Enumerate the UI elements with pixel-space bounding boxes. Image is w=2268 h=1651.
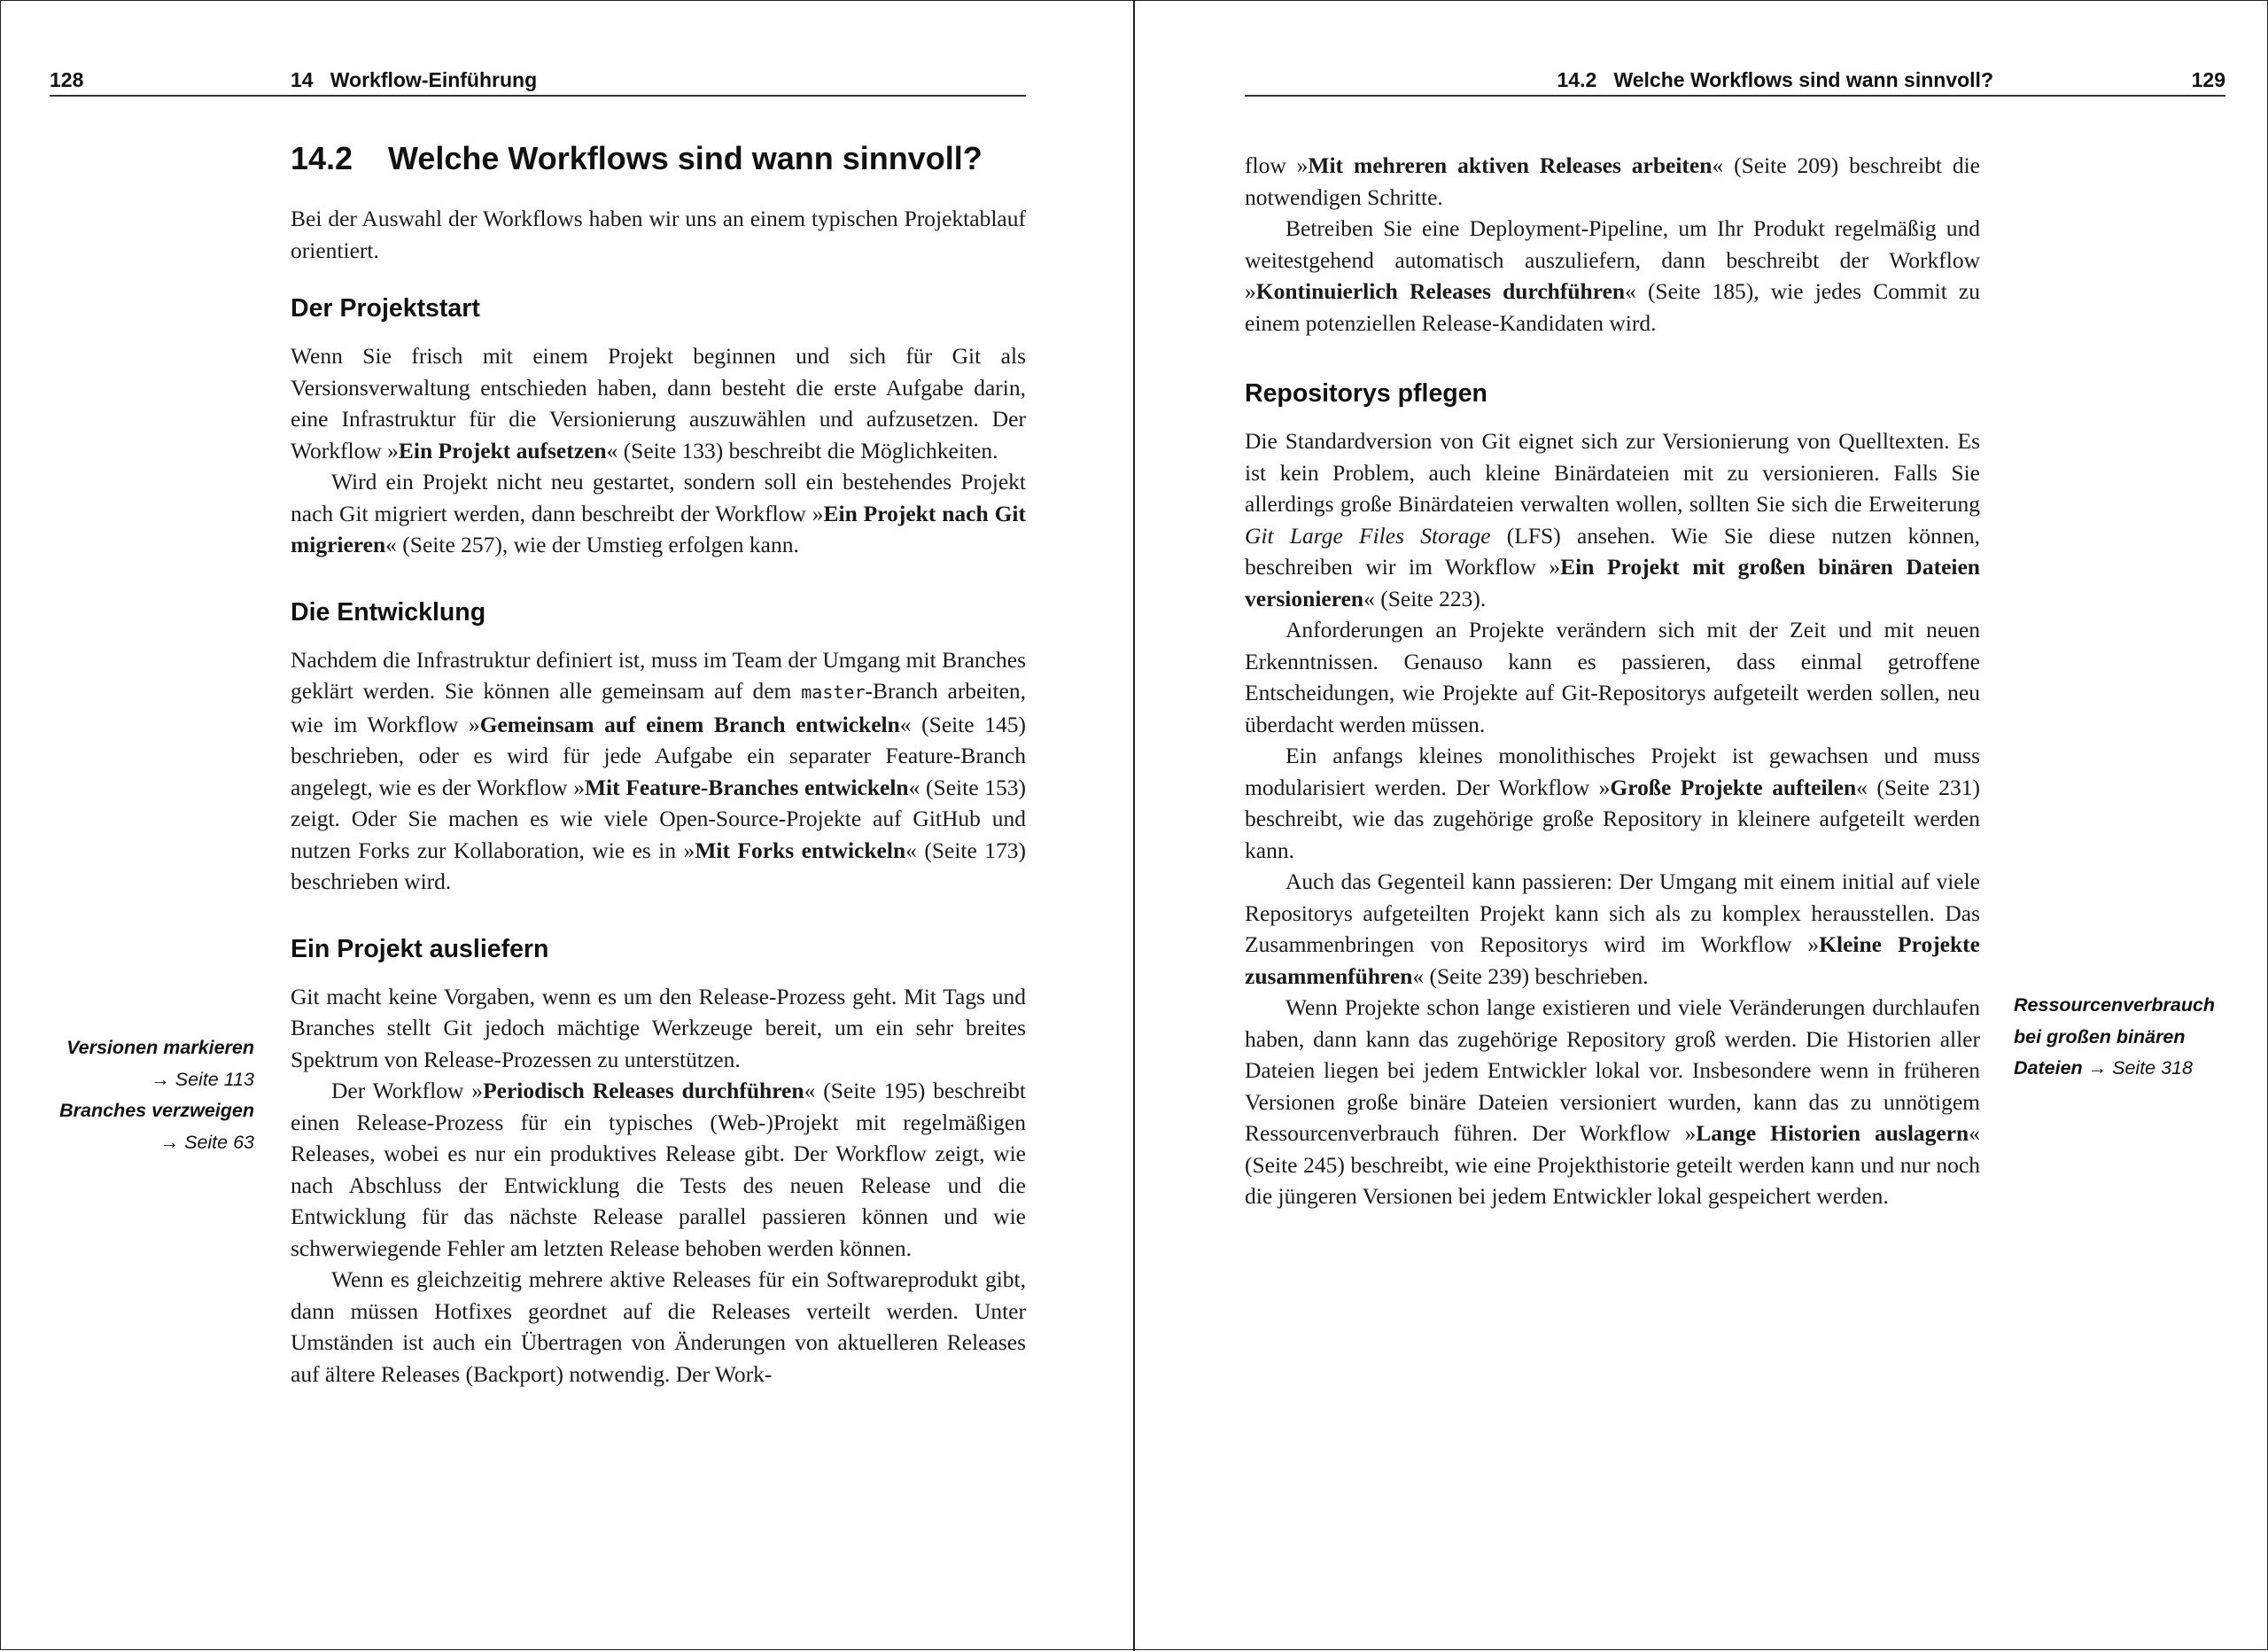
link-feature-branches: Mit Feature-Branches entwickeln [584, 774, 909, 800]
ausliefern-paragraph-1: Git macht keine Vorgaben, wenn es um den Release-Prozess geht. Mit Tags und Branches stellt Git jedoch mächtige Werkzeuge bereit, um ein sehr breites Spektrum von Release-Prozessen zu unterstützen. [291, 983, 1026, 1072]
margin-note-ressourcen-line1: Ressourcenverbrauch [2014, 994, 2216, 1016]
link-grosse-projekte-aufteilen: Große Projekte aufteilen [1610, 774, 1857, 800]
margin-note-branches-ref: → Seite 63 [159, 1131, 254, 1153]
link-ein-projekt-aufsetzen: Ein Projekt aufsetzen [398, 437, 607, 463]
right-section-header: 14.2 Welche Workflows sind wann sinnvoll? [1557, 68, 1993, 91]
pipeline-paragraph: Betreiben Sie eine Deployment-Pipeline, um Ihr Produkt regelmäßig und weitestgehend automatisch auszuliefern, dann beschreibt der Workflow »Kontinuierlich Releases durchführen« (Seite 185), wie jedes Commit zu einem potenziellen Release-Kandidaten wird. [1245, 215, 1980, 336]
link-mit-forks: Mit Forks entwickeln [695, 837, 906, 863]
heading-ausliefern: Ein Projekt ausliefern [291, 934, 549, 963]
link-mehrere-releases: Mit mehreren aktiven Releases arbeiten [1308, 152, 1713, 178]
link-periodisch-releases: Periodisch Releases durchführen [483, 1078, 804, 1103]
heading-entwicklung: Die Entwicklung [291, 597, 486, 627]
code-master: master [801, 681, 866, 703]
link-lange-historien-auslagern: Lange Historien auslagern [1696, 1120, 1969, 1146]
continuation-paragraph: flow »Mit mehreren aktiven Releases arbeiten« (Seite 209) beschreibt die notwendigen Schritte. [1245, 152, 1980, 210]
right-page-number: 129 [2191, 68, 2225, 91]
heading-projektstart: Der Projektstart [291, 294, 480, 323]
link-projekt-nach-git-migrieren: Ein Projekt nach Git migrieren [291, 500, 1026, 557]
pflegen-paragraph-1: Die Standardversion von Git eignet sich zur Versionierung von Quelltexten. Es ist kein Problem, auch kleine Binärdateien mit zu versionieren. Falls Sie allerdings große Binärdateien verwalten wollen, sollten Sie sich die Erweiterung Git Large Files Storage (LFS) ansehen. Wie Sie diese nutzen können, beschreiben wir im Workflow »Ein Projekt mit großen binären Dateien versionieren« (Seite 223). [1245, 428, 1980, 611]
section-heading [291, 139, 1026, 178]
ausliefern-paragraph-2: Der Workflow »Periodisch Releases durchführen« (Seite 195) beschreibt einen Release-Prozess für ein typisches (Web-)Projekt mit regelmäßigen Releases, wobei es nur ein produktives Release gibt. Der Workflow zeigt, wie nach Abschluss der Entwicklung die Tests des neuen Release und die Entwicklung für das nächste Release parallel passieren können und wie schwerwiegende Fehler am letzten Release behoben werden können. [291, 1078, 1026, 1261]
left-chapter-header: 14 Workflow-Einführung [291, 68, 538, 91]
ausliefern-paragraph-3: Wenn es gleichzeitig mehrere aktive Releases für ein Softwareprodukt gibt, dann müssen Hotfixes geordnet auf die Releases verteilt werden. Unter Umständen ist auch ein Übertragen von Änderungen von aktuelleren Releases auf ältere Releases (Backport) notwendig. Der Work- [291, 1266, 1026, 1387]
margin-note-right [2014, 990, 2235, 1085]
git-lfs-term: Git Large Files Storage [1245, 522, 1491, 549]
link-kleine-projekte-zusammenfuehren: Kleine Projekte zusammenführen [1245, 931, 1980, 989]
left-running-header [50, 68, 1026, 97]
pflegen-paragraph-3: Ein anfangs kleines monolithisches Projekt ist gewachsen und muss modularisiert werden. Der Workflow »Große Projekte aufteilen« (Seite 231) beschreibt, wie das zugehörige große Repository in kleinere aufgeteilt werden kann. [1245, 743, 1980, 863]
intro-paragraph: Bei der Auswahl der Workflows haben wir uns an einem typischen Projektablauf orientiert. [291, 206, 1026, 263]
section-title: Welche Workflows sind wann sinnvoll? [388, 140, 983, 176]
right-text-column [1245, 150, 1980, 1212]
entwicklung-paragraph: Nachdem die Infrastruktur definiert ist, muss im Team der Umgang mit Branches geklärt werden. Sie können alle gemeinsam auf dem master-Branch arbeiten, wie im Workflow »Gemeinsam auf einem Branch entwickeln« (Seite 145) beschrieben, oder es wird für jede Aufgabe ein separater Feature-Branch angelegt, wie es der Workflow »Mit Feature-Branches entwickeln« (Seite 153) zeigt. Oder Sie machen es wie viele Open-Source-Projekte auf GitHub und nutzen Forks zur Kollaboration, wie es in »Mit Forks entwickeln« (Seite 173) beschrieben wird. [291, 646, 1026, 894]
link-gemeinsam-auf-branch: Gemeinsam auf einem Branch entwickeln [479, 711, 900, 737]
pflegen-paragraph-4: Auch das Gegenteil kann passieren: Der Umgang mit einem initial auf viele Repositorys aufgeteilten Projekt kann sich als zu komplex herausstellen. Das Zusammenbringen von Repositorys wird im Workflow »Kleine Projekte zusammenführen« (Seite 239) beschrieben. [1245, 868, 1980, 989]
link-grosse-binaere-dateien: Ein Projekt mit großen binären Dateien versionieren [1245, 554, 1980, 611]
pflegen-paragraph-2: Anforderungen an Projekte verändern sich mit der Zeit und mit neuen Erkenntnissen. Genauso kann es passieren, dass einmal getroffene Entscheidungen, wie Projekte auf Git-Repositorys aufgeteilt werden sollen, neu überdacht werden müssen. [1245, 617, 1980, 737]
margin-note-ressourcen-line2: bei großen binären [2014, 1025, 2186, 1047]
left-page [1, 1, 1134, 1649]
margin-note-ressourcen-ref: → Seite 318 [2087, 1057, 2193, 1079]
pflegen-paragraph-5: Wenn Projekte schon lange existieren und viele Veränderungen durchlaufen haben, dann kann das zugehörige Repository groß werden. Die Historien aller Dateien liegen bei jedem Entwickler lokal vor. Insbesondere wenn in früheren Versionen große binäre Dateien versioniert wurden, kann das zu unnötigem Ressourcenverbrauch führen. Der Workflow »Lange Historien auslagern« (Seite 245) beschreibt, wie eine Projekthistorie geteilt werden kann und nur noch die jüngeren Versionen bei jedem Entwickler lokal gespeichert werden. [1245, 994, 1980, 1209]
projektstart-paragraph-1: Wenn Sie frisch mit einem Projekt beginnen und sich für Git als Versionsverwaltung entschieden haben, dann besteht die erste Aufgabe darin, eine Infrastruktur für die Versionierung auszuwählen und aufzusetzen. Der Workflow »Ein Projekt aufsetzen« (Seite 133) beschreibt die Möglichkeiten. [291, 343, 1026, 463]
link-kontinuierlich-releases: Kontinuierlich Releases durchführen [1255, 278, 1626, 304]
margin-note-ressourcen-line3: Dateien → Seite 318 [2014, 1057, 2193, 1079]
margin-note-branches: Branches verzweigen [59, 1100, 254, 1121]
left-page-number: 128 [50, 68, 84, 91]
projektstart-paragraph-2: Wird ein Projekt nicht neu gestartet, sondern soll ein bestehendes Projekt nach Git migriert werden, dann beschreibt der Workflow »Ein Projekt nach Git migrieren« (Seite 257), wie der Umstieg erfolgen kann. [291, 469, 1026, 557]
margin-note-left [24, 1032, 254, 1158]
margin-note-versionen: Versionen markieren [66, 1037, 254, 1058]
right-running-header [1245, 68, 2225, 97]
heading-pflegen: Repositorys pflegen [1245, 379, 1487, 408]
right-page [1135, 1, 2268, 1649]
section-number: 14.2 [291, 140, 353, 176]
margin-note-versionen-ref: → Seite 113 [151, 1068, 254, 1090]
left-text-column [291, 139, 1026, 1390]
